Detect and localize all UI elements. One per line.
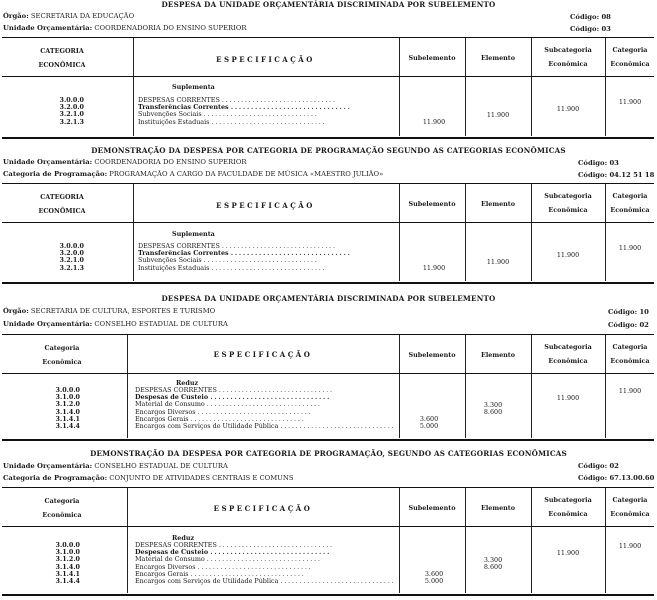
codigo-4b: Código: 67.13.00.60: [578, 474, 655, 482]
codigo-2b: Código: 04.12 51 18: [578, 171, 655, 179]
table-1: [2, 37, 654, 139]
orgao-line-1: Órgão: SECRETARIA DA EDUCAÇÃO: [3, 12, 135, 20]
code-list: 3.0.0.0 3.1.0.0 3.1.2.0 3.1.4.0 3.1.4.1 3.1.4.4: [55, 541, 80, 586]
subcategoria-value: 11.900: [556, 251, 580, 259]
categoria-value: 11.900: [618, 387, 642, 395]
col-categoria: Categoria Econômica: [42, 497, 82, 519]
categoria-value: 11.900: [618, 542, 642, 550]
row-kind: Suplementa: [172, 230, 215, 238]
spec-lines: DESPESAS CORRENTES .............................. Despesas de Custeio .............................. Material de Consumo .............................. Encargos Diversos .............................. Encargos Gerais .............................. Encargos com Serviços de Utilidade Pública ..............................: [135, 542, 396, 586]
col-especificacao: ESPECIFICAÇÃO: [216, 201, 315, 210]
col-subelemento: Subelemento: [408, 200, 456, 208]
unidade-line-2: Unidade Orçamentária: COORDENADORIA DO ENSINO SUPERIOR: [3, 158, 247, 166]
section-3-title: DESPESA DA UNIDADE ORÇAMENTÁRIA DISCRIMINADA POR SUBELEMENTO: [161, 294, 496, 303]
categoria-programacao-4: Categoria de Programação: CONJUNTO DE ATIVIDADES CENTRAIS E COMUNS: [3, 474, 294, 482]
codigo-3a: Código: 10: [608, 308, 649, 316]
row-kind: Reduz: [172, 534, 195, 542]
section-2-title: DEMONSTRAÇÃO DA DESPESA POR CATEGORIA DE PROGRAMAÇÃO SEGUNDO AS CATEGORIAS ECONÔMICAS: [91, 146, 566, 155]
section-1-title: DESPESA DA UNIDADE ORÇAMENTÁRIA DISCRIMINADA POR SUBELEMENTO: [161, 0, 496, 9]
col-categoria-right: Categoria Econômica: [610, 46, 650, 68]
orgao-line-3: Órgão: SECRETARIA DE CULTURA, ESPORTES E TURISMO: [3, 307, 216, 315]
code-list: 3.0.0.0 3.1.0.0 3.1.2.0 3.1.4.0 3.1.4.1 3.1.4.4: [55, 386, 80, 431]
unidade-line-1: Unidade Orçamentária: COORDENADORIA DO ENSINO SUPERIOR: [3, 24, 247, 32]
subcategoria-value: 11.900: [556, 549, 580, 557]
table-4: [2, 487, 654, 596]
spec-lines: DESPESAS CORRENTES .............................. Despesas de Custeio .............................. Material de Consumo .............................. Encargos Diversos .............................. Encargos Gerais .............................. Encargos com Serviços de Utilidade Pública ..............................: [135, 387, 396, 431]
col-elemento: Elemento: [480, 200, 516, 208]
col-categoria: CATEGORIA ECONÔMICA: [38, 193, 86, 215]
col-especificacao: ESPECIFICAÇÃO: [213, 350, 313, 359]
unidade-line-4: Unidade Orçamentária: CONSELHO ESTADUAL DE CULTURA: [3, 462, 228, 470]
col-elemento: Elemento: [480, 351, 516, 359]
row-kind: Reduz: [176, 379, 199, 387]
row-kind: Suplementa: [172, 83, 215, 91]
col-categoria-right: Categoria Econômica: [610, 496, 650, 518]
subelemento-values: 3.600 5.000: [424, 570, 444, 586]
table-2: [2, 183, 654, 284]
elemento-value: 11.900: [486, 258, 510, 266]
col-subcategoria: Subcategoria Econômica: [544, 192, 592, 214]
col-subcategoria: Subcategoria Econômica: [544, 496, 592, 518]
codigo-1b: Código: 03: [570, 25, 611, 33]
unidade-line-3: Unidade Orçamentária: CONSELHO ESTADUAL DE CULTURA: [3, 320, 228, 328]
col-categoria: Categoria Econômica: [42, 344, 82, 366]
col-categoria: CATEGORIA ECONÔMICA: [38, 47, 86, 69]
section-4-title: DEMONSTRAÇÃO DA DESPESA POR CATEGORIA DE PROGRAMAÇÃO, SEGUNDO AS CATEGORIAS ECONÔMICAS: [90, 449, 567, 458]
col-subcategoria: Subcategoria Econômica: [544, 343, 592, 365]
subcategoria-value: 11.900: [556, 394, 580, 402]
codigo-1a: Código: 08: [570, 13, 611, 21]
code-list: 3.0.0.0 3.2.0.0 3.2.1.0 3.2.1.3: [59, 96, 84, 126]
col-subelemento: Subelemento: [408, 351, 456, 359]
subelemento-values: 3.600 5.000: [419, 415, 439, 431]
spec-lines: DESPESAS CORRENTES .............................. Transferências Correntes .............................. Subvenções Sociais .............................. Instituições Estaduais ..............................: [138, 243, 352, 272]
codigo-2a: Código: 03: [578, 159, 619, 167]
elemento-values: 3.300 8.600: [483, 556, 503, 572]
col-categoria-right: Categoria Econômica: [610, 192, 650, 214]
elemento-values: 3.300 8.600: [483, 401, 503, 417]
col-especificacao: ESPECIFICAÇÃO: [213, 504, 313, 513]
spec-lines: DESPESAS CORRENTES .............................. Transferências Correntes .............................. Subvenções Sociais .............................. Instituições Estaduais ..............................: [138, 97, 352, 126]
table-3: [2, 334, 654, 441]
col-subcategoria: Subcategoria Econômica: [544, 46, 592, 68]
col-elemento: Elemento: [480, 54, 516, 62]
categoria-value: 11.900: [618, 98, 642, 106]
col-subelemento: Subelemento: [408, 54, 456, 62]
col-categoria-right: Categoria Econômica: [610, 343, 650, 365]
categoria-programacao-2: Categoria de Programação: PROGRAMAÇÃO A CARGO DA FACULDADE DE MÚSICA «MAESTRO JULIÃO»: [3, 170, 384, 178]
elemento-value: 11.900: [486, 111, 510, 119]
code-list: 3.0.0.0 3.2.0.0 3.2.1.0 3.2.1.3: [59, 242, 84, 272]
subelemento-value: 11.900: [422, 118, 446, 126]
categoria-value: 11.900: [618, 244, 642, 252]
col-elemento: Elemento: [480, 504, 516, 512]
subcategoria-value: 11.900: [556, 105, 580, 113]
col-especificacao: ESPECIFICAÇÃO: [216, 55, 315, 64]
codigo-3b: Código: 02: [608, 321, 649, 329]
codigo-4a: Código: 02: [578, 462, 619, 470]
subelemento-value: 11.900: [422, 264, 446, 272]
col-subelemento: Subelemento: [408, 504, 456, 512]
